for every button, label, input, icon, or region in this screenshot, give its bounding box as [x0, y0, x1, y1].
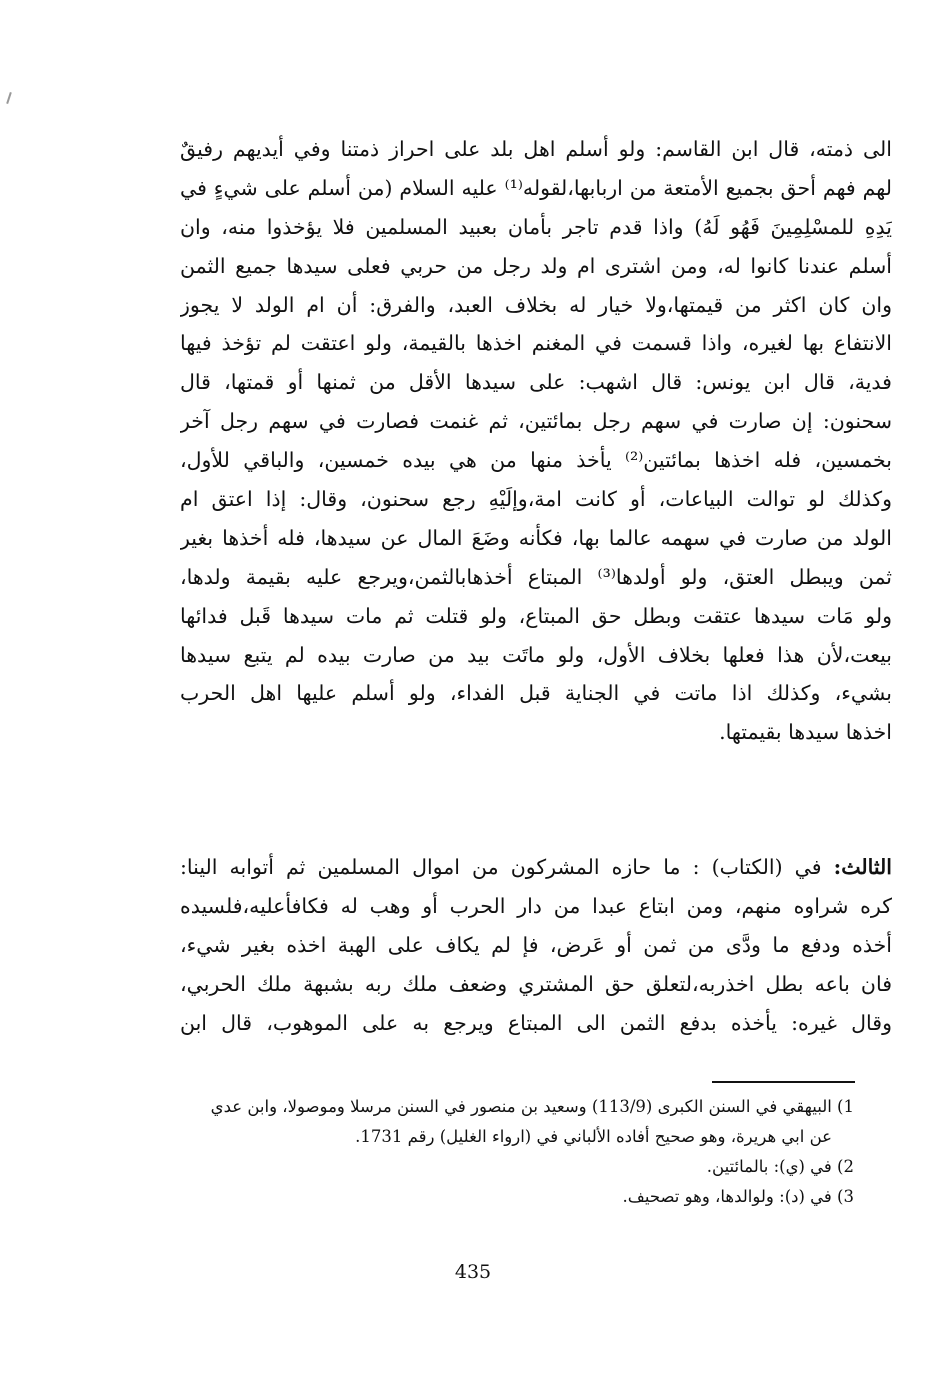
footnote-1: 1) البيهقي في السنن الكبرى (113/9) وسعيد بن منصور في السنن مرسلا وموصولا، وابن عدي	[210, 1097, 854, 1116]
text-line: اخذها سيدها بقيمتها.	[719, 720, 892, 745]
text-line: فان باعه بطل اخذربه،لتعلق حق المشتري وضعف ملك ربه بشبهة ملك الحربي،	[180, 971, 892, 996]
footnotes	[182, 1092, 894, 1212]
text-line: الى ذمته، قال ابن القاسم: ولو أسلم اهل بلد على احراز ذمتنا وفي أيديهم رفيقٌ	[180, 137, 892, 161]
footnote-separator	[712, 1081, 855, 1083]
text-line: الانتفاع بها لغيره، واذا قسمت في المغنم اخذها بالقيمة، ولو اعتقت لم تؤخذ فيها	[180, 331, 892, 356]
text-line: ثمن ويبطل العتق، ولو أولدها⁽³⁾ المبتاع أخذهابالثمن،ويرجع عليه بقيمة ولدها،	[180, 564, 892, 589]
text-line: كره شراوه منهم، ومن ابتاع عبدا من دار الحرب أو وهب له فكافأعليه،فلسيده	[180, 893, 892, 918]
text-line: بيعت،لأن هذا فعلها بخلاف الأول، ولو ماتَت بيد من صارت بيده لم يتبع سيدها	[180, 642, 892, 667]
text-line: فدية، قال ابن يونس: قال اشهب: على سيدها الأقل من ثمنها أو قمتها، قال	[180, 370, 892, 395]
paragraph-2	[180, 848, 892, 1042]
text-line: وكذلك لو توالت البياعات، أو كانت امة،وإلَيْهِ رجع سحنون، وقال: إذا اعتق ام	[180, 487, 892, 512]
text-line: بخمسين، فله اخذها بمائتين⁽²⁾ يأخذ منها من هي بيده خمسين، والباقي للأول،	[180, 448, 892, 473]
text-line: ولو مَات سيدها عتقت وبطل حق المبتاع، ولو قتلت ثم مات سيدها قَبل فدائها	[180, 603, 892, 628]
text-line: الولد من صارت في سهمه عالما بها، فكأنه وضَعَ المال عن سيدها، فله أخذها بغير	[180, 525, 892, 550]
section-heading: الثالث:	[833, 855, 892, 879]
text-line: يَدِهِ للمسْلِمِينَ فَهُو لَهُ) واذا قدم تاجر بأمان بعبيد المسلمين فلا يؤخذوا منه، وان	[180, 214, 892, 239]
text-line: وقال غيره: يأخذه بدفع الثمن الى المبتاع ويرجع به على الموهوب، قال ابن	[180, 1010, 892, 1035]
footnote-2: 2) في (ي): بالمائتين.	[706, 1157, 854, 1176]
text-line: بشيء، وكذلك اذا ماتت في الجناية قبل الفداء، ولو أسلم عليها اهل الحرب	[180, 681, 892, 706]
text-line: لهم فهم أحق بجميع الأمتعة من اربابها،لقوله⁽¹⁾ عليه السلام (من أسلم على شيءٍ في	[180, 175, 892, 200]
text-line: أسلم عندنا كانوا له، ومن اشترى ام ولد رجل من حربي فعلى سيدها جميع الثمن	[180, 253, 892, 278]
footnote-1-continuation: عن ابي هريرة، وهو صحيح أفاده الألباني في (ارواء الغليل) رقم 1731.	[355, 1127, 832, 1146]
text-line: وان كان اكثر من قيمتها،ولا خيار له بخلاف العبد، والفرق: أن ام الولد لا يجوز	[180, 292, 892, 317]
text-line: أخذه ودفع ما ودَّى من ثمن أو عَرض، فإ لم يكاف على الهبة اخذه بغير شيء،	[180, 932, 892, 957]
paragraph-1	[180, 130, 892, 752]
text-line: سحنون: إن صارت في سهم رجل بمائتين، ثم غنمت فصارت في سهم رجل آخر	[180, 409, 892, 434]
text-line-rest: في (الكتاب) : ما حازه المشركون من اموال المسلمين ثم أتوابه الينا:	[180, 855, 834, 879]
footnote-3: 3) في (د): ولوالدها، وهو تصحيف.	[622, 1187, 854, 1206]
page-number: 435	[454, 1261, 492, 1283]
text-line-with-heading	[180, 848, 892, 887]
scan-artifact-mark	[6, 92, 12, 104]
